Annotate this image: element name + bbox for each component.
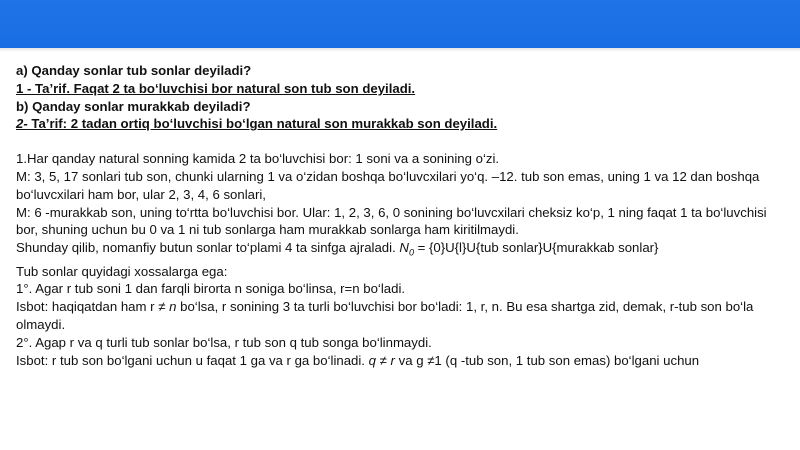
definition-2-text: Ta’rif: 2 tadan ortiq bo‘luvchisi bo‘lgan natural son murakkab son deyiladi. xyxy=(27,116,498,132)
spacer xyxy=(16,133,788,150)
paragraph-5: Tub sonlar quyidagi xossalarga ega: xyxy=(16,263,228,279)
paragraph-1: 1.Har qanday natural sonning kamida 2 ta bo‘luvchisi bor: 1 soni va a sonining o‘zi. xyxy=(16,151,500,167)
paragraph-8: 2°. Agap r va q turli tub sonlar bo‘lsa, r tub son q tub songa bo‘linmaydi. xyxy=(16,334,432,350)
header-band-shadow xyxy=(0,48,800,52)
paragraph-2: M: 3, 5, 17 sonlari tub son, chunki ularning 1 va o‘zidan boshqa bo‘luvcxilari yo‘q. –12. tub son emas, uning 1 va 12 dan boshqa bo‘luvcxilari ham bor, ular 2, 3, 4, 6 sonlari, xyxy=(16,168,760,202)
paragraph-4-post: = {0}U{l}U{tub sonlar}U{murakkab sonlar} xyxy=(413,240,659,256)
paragraph-6: 1°. Agar r tub soni 1 dan farqli birorta n soniga bo‘linsa, r=n bo‘ladi. xyxy=(16,281,406,297)
paragraph-9-pre: Isbot: r tub son bo‘lgani uchun u faqat 1 ga va r ga bo‘linadi. xyxy=(16,352,369,368)
header-band xyxy=(0,0,800,48)
definition-2-number: 2- xyxy=(16,116,28,132)
definition-2 xyxy=(16,115,788,133)
paragraph-9-post: va g ≠1 (q -tub son, 1 tub son emas) bo‘lgani uchun xyxy=(394,352,700,368)
paragraph-7-pre: Isbot: haqiqatdan ham r ≠ xyxy=(16,299,170,315)
paragraph-4 xyxy=(16,239,788,262)
question-b: b) Qanday sonlar murakkab deyiladi? xyxy=(16,98,251,114)
slide-content xyxy=(16,62,788,369)
paragraph-9 xyxy=(16,352,788,370)
paragraph-4-pre: Shunday qilib, nomanfiy butun sonlar to‘plami 4 ta sinfga ajraladi. xyxy=(16,240,400,256)
paragraph-7-post: bo‘lsa, r sonining 3 ta turli bo‘luvchisi bor bo‘ladi: 1, r, n. Bu esa shartga zid, demak, r-tub son bo‘la olmaydi. xyxy=(16,299,754,332)
set-symbol: N xyxy=(399,240,409,256)
paragraph-7-n: n xyxy=(169,299,177,315)
paragraph-9-q: q ≠ r xyxy=(368,352,395,368)
definition-1: 1 - Ta’rif. Faqat 2 ta bo‘luvchisi bor natural son tub son deyiladi. xyxy=(16,80,416,96)
paragraph-3: M: 6 -murakkab son, uning to‘rtta bo‘luvchisi bor. Ular: 1, 2, 3, 6, 0 sonining bo‘luvcxilari cheksiz ko‘p, 1 ning faqat 1 ta bo‘luvchisi bor, shuning uchun bu 0 va 1 ni tub sonlarga ham murakkab sonlarga ham kiritilmaydi. xyxy=(16,204,767,238)
question-a: a) Qanday sonlar tub sonlar deyiladi? xyxy=(16,63,252,78)
paragraph-7 xyxy=(16,298,788,334)
set-subscript: 0 xyxy=(408,247,414,258)
